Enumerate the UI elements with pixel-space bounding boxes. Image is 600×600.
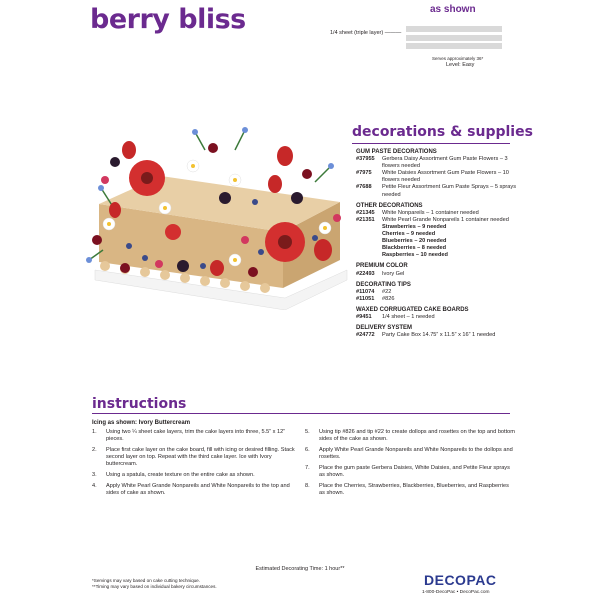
dec-item	[356, 217, 516, 224]
dec-fruit: Blueberries – 20 needed	[382, 238, 447, 245]
gerbera-flower	[165, 224, 181, 240]
contact-info: 1-800-DecoPac • DecoPac.com	[422, 590, 490, 595]
dec-sku: #11051	[356, 295, 375, 302]
size-bars	[406, 26, 502, 52]
step-text: Using two ¼ sheet cake layers, trim the cake layers into three, 5.5” x 12” pieces.	[106, 429, 286, 442]
dec-item	[356, 156, 516, 170]
step-number: 4.	[92, 483, 97, 489]
size-bar	[406, 35, 502, 41]
instruction-step	[305, 483, 515, 497]
instruction-step	[92, 429, 302, 443]
instruction-step	[305, 447, 515, 461]
cake-photo	[85, 120, 350, 310]
dec-group-title: GUM PASTE DECORATIONS	[356, 149, 437, 155]
dec-group	[356, 282, 516, 303]
as-shown-heading: as shown	[430, 4, 476, 15]
dec-item	[356, 184, 516, 198]
decopac-logo: DECOPAC	[424, 572, 497, 588]
step-number: 1.	[92, 429, 97, 435]
step-number: 5.	[305, 429, 310, 435]
dec-sku: #22493	[356, 270, 375, 277]
step-number: 6.	[305, 447, 310, 453]
dec-group	[356, 307, 516, 321]
icing-note: Icing as shown: Ivory Buttercream	[92, 420, 191, 426]
dec-group	[356, 203, 516, 260]
recipe-title: berry bliss	[90, 4, 246, 35]
instructions-divider	[92, 413, 510, 414]
step-text: Place first cake layer on the cake board, fill with icing or desired filling. Stack second layer on top. Repeat with the third cake layer. Ice with Ivory buttercream.	[106, 447, 295, 467]
dec-sku: #24772	[356, 332, 375, 339]
dec-item	[356, 289, 516, 296]
instructions-title: instructions	[92, 396, 187, 412]
dec-group-title: WAXED CORRUGATED CAKE BOARDS	[356, 306, 469, 313]
serves-text: Serves approximately 36*	[432, 56, 484, 61]
footnotes	[92, 578, 217, 590]
dec-group	[356, 149, 516, 199]
step-number: 3.	[92, 472, 97, 478]
instruction-step	[305, 465, 515, 479]
dec-sku: #7688	[356, 184, 372, 191]
step-text: Apply White Pearl Grande Nonpareils and White Nonpareils to the top and sides of cake as shown.	[106, 483, 290, 496]
dec-sku: #21351	[356, 216, 375, 223]
dec-item	[356, 314, 516, 321]
dec-text: Ivory Gel	[382, 270, 405, 277]
dec-sku: #9451	[356, 313, 372, 320]
dec-text: White Pearl Grande Nonpareils 1 container needed	[382, 216, 509, 223]
size-label: 1/4 sheet (triple layer) ———	[330, 30, 402, 36]
dec-group-title: OTHER DECORATIONS	[356, 202, 423, 209]
dec-group	[356, 263, 516, 277]
gerbera-flower	[265, 222, 305, 262]
decorations-list	[356, 149, 516, 343]
decorations-divider	[352, 143, 510, 144]
dec-item	[356, 296, 516, 303]
dec-group-title: DELIVERY SYSTEM	[356, 325, 413, 332]
dec-text: White Nonpareils – 1 container needed	[382, 209, 479, 216]
dec-sku: #11074	[356, 288, 375, 295]
footnote: **Timing may vary based on individual bakery circumstances.	[92, 584, 217, 589]
decorations-title: decorations & supplies	[352, 124, 533, 140]
size-bar	[406, 26, 502, 32]
dec-item	[356, 271, 516, 278]
dec-text: White Daisies Assortment Gum Paste Flowers – 10 flowers needed	[382, 170, 509, 184]
dec-fruit: Cherries – 9 needed	[382, 231, 436, 238]
instruction-step	[305, 429, 515, 443]
dec-fruit: Raspberries – 10 needed	[382, 252, 448, 259]
dec-item	[356, 332, 516, 339]
step-text: Place the gum paste Gerbera Daisies, White Daisies, and Petite Fleur sprays as shown.	[319, 465, 510, 478]
instruction-step	[92, 447, 302, 468]
instruction-step	[92, 472, 302, 479]
instruction-step	[92, 483, 302, 497]
dec-item	[356, 170, 516, 184]
dec-text: #826	[382, 295, 395, 302]
step-text: Apply White Pearl Grande Nonpareils and White Nonpareils to the dollops and rosettes.	[319, 447, 513, 460]
step-text: Place the Cherries, Strawberries, Blackberries, Blueberries, and Raspberries as shown.	[319, 483, 509, 496]
dec-sku: #21345	[356, 209, 375, 216]
footnote: *Servings may vary based on cake cutting technique.	[92, 578, 201, 583]
instructions-right-column	[305, 429, 515, 501]
dec-sku: #7975	[356, 170, 372, 177]
gerbera-flower	[129, 160, 165, 196]
dec-group-title: PREMIUM COLOR	[356, 263, 408, 270]
dec-text: 1/4 sheet – 1 needed	[382, 313, 435, 320]
size-bar	[406, 43, 502, 49]
step-text: Using tip #826 and tip #22 to create dollops and rosettes on the top and bottom sides of the cake as shown.	[319, 429, 515, 442]
instructions-left-column	[92, 429, 302, 501]
dec-text: Gerbera Daisy Assortment Gum Paste Flowers – 3 flowers needed	[382, 156, 508, 170]
estimated-time: Estimated Decorating Time: 1 hour**	[255, 566, 345, 572]
dec-group	[356, 325, 516, 339]
dec-fruit: Strawberries – 9 needed	[382, 223, 447, 230]
step-text: Using a spatula, create texture on the entire cake as shown.	[106, 472, 255, 478]
step-number: 2.	[92, 447, 97, 453]
dec-group-title: DECORATING TIPS	[356, 281, 411, 288]
step-number: 7.	[305, 465, 310, 471]
dec-item	[356, 210, 516, 217]
dec-fruit: Blackberries – 8 needed	[382, 245, 447, 252]
dec-sku: #37955	[356, 156, 375, 163]
dec-text: Petite Fleur Assortment Gum Paste Sprays – 5 sprays needed	[382, 184, 516, 198]
dec-text: Party Cake Box 14.75” x 11.5” x 16” 1 needed	[382, 332, 496, 339]
level-text: Level: Easy	[446, 62, 475, 68]
dec-text: #22	[382, 288, 392, 295]
step-number: 8.	[305, 483, 310, 489]
